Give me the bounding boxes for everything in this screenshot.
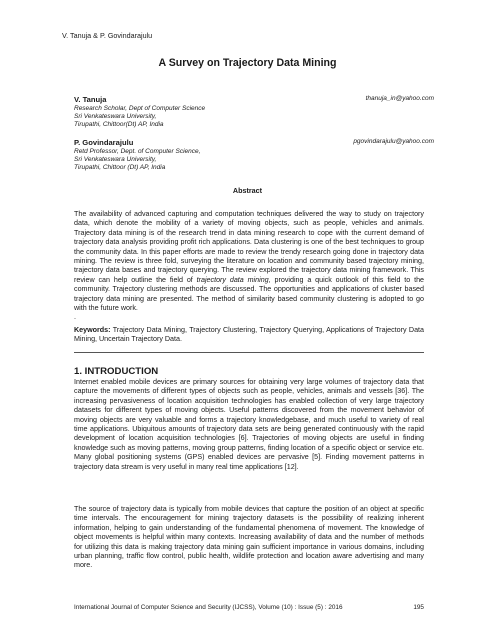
paragraph-text: The source of trajectory data is typically from mobile devices that capture the position of an object at specific time intervals. The encouragement for mining trajectory datasets is the possibility of realizing inherent information, helping to gain understanding of the fundamental phenomena of movement. The knowledge of object movements is helpful within many contexts. Increasing availability of data and the number of methods for utilizing this data is making trajectory data mining gain sufficient importance in various domains, including urban planning, traffic flow control, public health, wildlife protection and location aware advertising and many more. <box>74 505 424 570</box>
footer-citation: International Journal of Computer Science and Security (IJCSS), Volume (10) : Issue (5) : 2016 <box>74 604 343 611</box>
author-affiliation: Retd Professor, Dept. of Computer Science, <box>74 147 201 155</box>
abstract-text: The availability of advanced capturing and computation techniques delivered the way to study on trajectory data, which denote the mobility of a variety of moving objects, such as people, vehicles and animals. Trajectory data mining is of the research trend in data mining research to cope with the current demand of trajectory data analysis providing profit rich applications. Data clustering is one of the best techniques to group the community data. In this paper efforts are made to review the trendy research going done in trajectory data mining. The review is three fold, surveying the literature on location and community based trajectory mining, trajectory data bases and trajectory querying. The review explored the trajectory data mining framework. This review can help outline the field of <box>74 210 424 284</box>
section-divider <box>74 352 424 353</box>
author-email[interactable]: pgovindarajulu@yahoo.com <box>353 138 434 145</box>
keywords <box>74 326 424 345</box>
abstract-body <box>74 210 424 323</box>
author-name: P. Govindarajulu <box>74 138 134 147</box>
running-head: V. Tanuja & P. Govindarajulu <box>62 31 153 40</box>
abstract-text: , providing a quick outlook of this field to the community. Trajectory clustering methods are discussed. The opportunities and applications of cluster based trajectory data mining are presented. The method of similarity based community clustering is adopted to go with the future work. <box>74 275 425 313</box>
author-affiliation: Sri Venkateswara University, <box>74 112 157 120</box>
author-affiliation: Tirupathi, Chittoor(Dt) AP, India <box>74 120 164 128</box>
abstract-italic-phrase: trajectory data mining <box>196 275 269 284</box>
paper-title: A Survey on Trajectory Data Mining <box>158 57 337 69</box>
author-block-1 <box>74 95 434 129</box>
page-number: 195 <box>413 604 424 611</box>
author-email[interactable]: thanuja_in@yahoo.com <box>365 95 434 102</box>
stray-mark: . <box>74 313 76 322</box>
keywords-label: Keywords: <box>74 326 111 334</box>
author-block-2 <box>74 138 434 172</box>
abstract-heading: Abstract <box>232 186 263 195</box>
author-affiliation: Sri Venkateswara University, <box>74 155 157 163</box>
author-affiliation: Research Scholar, Dept of Computer Science <box>74 104 206 112</box>
intro-paragraph-2 <box>74 505 424 571</box>
keywords-text: Trajectory Data Mining, Trajectory Clustering, Trajectory Querying, Applications of Trajectory Data Mining, Uncertain Trajectory Data. <box>74 326 424 344</box>
page-footer <box>74 604 424 611</box>
intro-paragraph-1 <box>74 378 424 472</box>
section-heading: 1. INTRODUCTION <box>74 366 159 377</box>
author-affiliation: Tirupathi, Chittoor (Dt) AP, India <box>74 163 166 171</box>
paragraph-text: Internet enabled mobile devices are primary sources for obtaining very large volumes of trajectory data that capture the movements of different types of objects such as people, vehicles, animals and vessels [36]. The increasing pervasiveness of location acquisition technologies has enabled collection of very large trajectory datasets for different types of moving objects. Useful patterns discovered from the movement behavior of moving objects are very valuable and forms a trajectory knowledgebase, and much useful to variety of real time applications. Ubiquitous amounts of trajectory data sets are being generated continuously with the rapid development of location acquisition technologies [6]. Trajectories of moving objects are useful in finding knowledge such as moving patterns, moving group patterns, finding location of a specific object or service etc. Many global positioning systems (GPS) enabled devices are pervasive [5]. Finding movement patterns in trajectory data stream is very useful in many real time applications [12]. <box>74 378 424 471</box>
author-name: V. Tanuja <box>74 95 107 104</box>
